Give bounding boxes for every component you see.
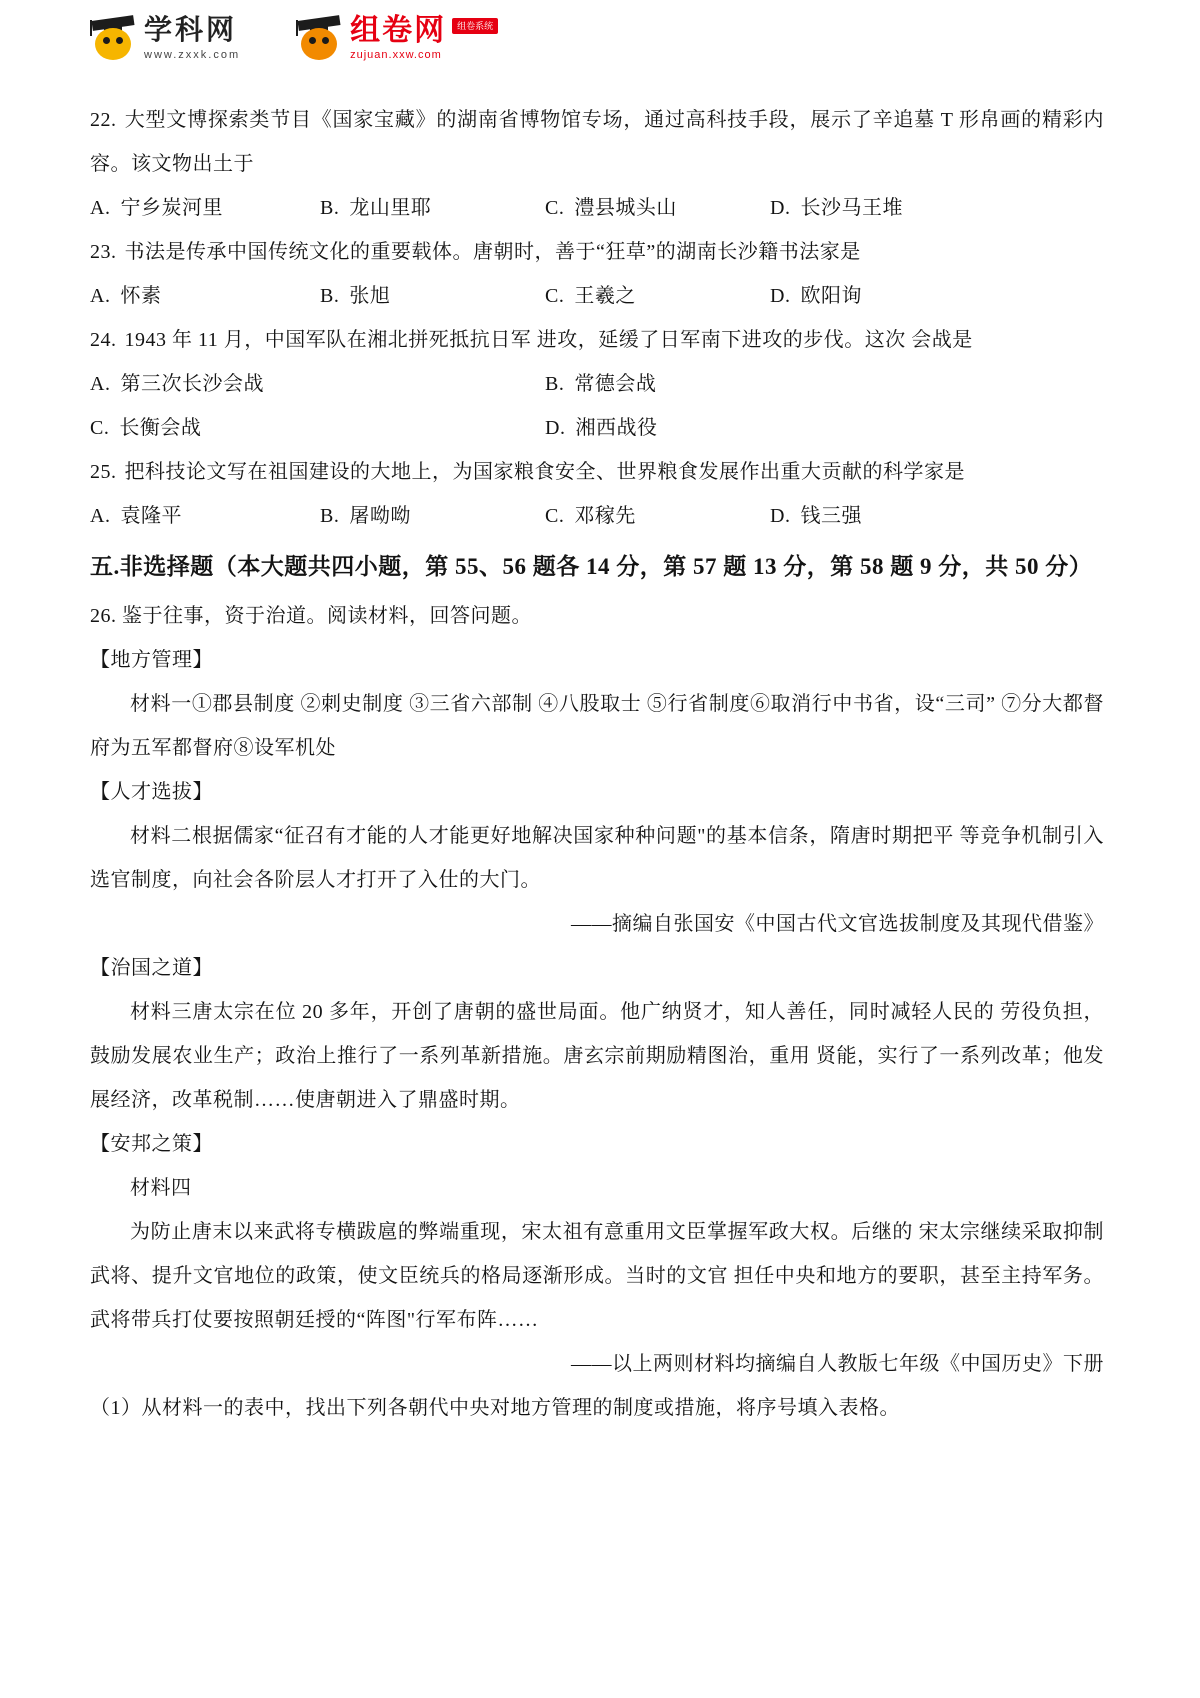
option-b bbox=[320, 186, 545, 230]
zxxk-mascot-icon bbox=[90, 14, 136, 62]
material-4-label: 材料四 bbox=[130, 1177, 192, 1199]
question-23-text bbox=[90, 230, 1104, 274]
question-24-text bbox=[90, 318, 1104, 362]
option-text: 袁隆平 bbox=[120, 505, 182, 527]
option-text: 钱三强 bbox=[800, 505, 862, 527]
option-c bbox=[545, 274, 770, 318]
option-letter: B. bbox=[545, 373, 565, 395]
header-logo-bar bbox=[90, 14, 1104, 76]
option-c bbox=[545, 494, 770, 538]
option-letter: A. bbox=[90, 197, 111, 219]
option-text: 屠呦呦 bbox=[349, 505, 411, 527]
option-d bbox=[770, 494, 1104, 538]
section-five-heading: 五.非选择题（本大题共四小题，第 55、56 题各 14 分，第 57 题 13 分，第 58 题 9 分，共 50 分） bbox=[90, 554, 1093, 579]
question-22-options bbox=[90, 186, 1104, 230]
question-24-options bbox=[90, 362, 1104, 450]
material-1: 材料一①郡县制度 ②刺史制度 ③三省六部制 ④八股取士 ⑤行省制度⑥取消行中书省，设“三司” ⑦分大都督府为五军都督府⑧设军机处 bbox=[90, 693, 1104, 759]
bracket-header-governing: 【治国之道】 bbox=[90, 957, 213, 979]
materials-source: ——以上两则材料均摘编自人教版七年级《中国历史》下册 bbox=[571, 1353, 1104, 1375]
material-2: 材料二根据儒家“征召有才能的人才能更好地解决国家种种问题"的基本信条，隋唐时期把平 等竞争机制引入选官制度，向社会各阶层人才打开了入仕的大门。 bbox=[90, 825, 1104, 891]
option-text: 第三次长沙会战 bbox=[120, 373, 264, 395]
option-letter: D. bbox=[545, 417, 566, 439]
question-number: 22. bbox=[90, 109, 117, 131]
question-22-text bbox=[90, 98, 1104, 186]
zxxk-logo-url: www.zxxk.com bbox=[144, 48, 241, 61]
option-letter: A. bbox=[90, 285, 111, 307]
option-b bbox=[320, 494, 545, 538]
option-text: 常德会战 bbox=[574, 373, 657, 395]
question-stem: 书法是传承中国传统文化的重要载体。唐朝时，善于“狂草”的湖南长沙籍书法家是 bbox=[124, 241, 861, 263]
option-letter: D. bbox=[770, 197, 791, 219]
option-letter: C. bbox=[545, 505, 565, 527]
option-c bbox=[90, 406, 545, 450]
option-text: 邓稼先 bbox=[574, 505, 636, 527]
question-number: 25. bbox=[90, 461, 117, 483]
option-letter: B. bbox=[320, 505, 340, 527]
bracket-header-local-management: 【地方管理】 bbox=[90, 649, 213, 671]
question-number: 23. bbox=[90, 241, 117, 263]
zujuan-mascot-icon bbox=[296, 14, 342, 62]
zujuan-logo-title: 组卷网 bbox=[350, 14, 447, 48]
question-number: 24. bbox=[90, 329, 117, 351]
option-text: 怀素 bbox=[120, 285, 162, 307]
option-a bbox=[90, 494, 320, 538]
option-letter: D. bbox=[770, 285, 791, 307]
option-letter: B. bbox=[320, 197, 340, 219]
question-24 bbox=[90, 318, 1104, 450]
question-stem: 大型文博探索类节目《国家宝藏》的湖南省博物馆专场，通过高科技手段，展示了辛追墓 T 形帛画的精彩内容。该文物出土于 bbox=[90, 109, 1104, 175]
question-23 bbox=[90, 230, 1104, 318]
option-letter: A. bbox=[90, 373, 111, 395]
option-text: 长衡会战 bbox=[119, 417, 202, 439]
question-25-text bbox=[90, 450, 1104, 494]
option-letter: A. bbox=[90, 505, 111, 527]
zxxk-logo bbox=[90, 14, 240, 62]
option-text: 欧阳询 bbox=[800, 285, 862, 307]
material-3: 材料三唐太宗在位 20 多年，开创了唐朝的盛世局面。他广纳贤才，知人善任，同时减轻人民的 劳役负担，鼓励发展农业生产；政治上推行了一系列革新措施。唐玄宗前期励精图治，重用 贤能，实行了一系列改革；他发展经济，改革税制……使唐朝进入了鼎盛时期。 bbox=[90, 1001, 1104, 1111]
option-letter: D. bbox=[770, 505, 791, 527]
question-26-intro: 26. 鉴于往事，资于治道。阅读材料，回答问题。 bbox=[90, 605, 532, 627]
option-b bbox=[320, 274, 545, 318]
bracket-header-state-security: 【安邦之策】 bbox=[90, 1133, 213, 1155]
material-4: 为防止唐末以来武将专横跋扈的弊端重现，宋太祖有意重用文臣掌握军政大权。后继的 宋太宗继续采取抑制武将、提升文官地位的政策，使文臣统兵的格局逐渐形成。当时的文官 担任中央和地方的要职，甚至主持军务。武将带兵打仗要按照朝廷授的“阵图"行军布阵…… bbox=[90, 1221, 1104, 1331]
option-text: 湘西战役 bbox=[575, 417, 658, 439]
option-d bbox=[770, 186, 1104, 230]
option-text: 澧县城头山 bbox=[574, 197, 677, 219]
zxxk-logo-title: 学科网 bbox=[144, 14, 238, 46]
zujuan-logo-badge: 组卷系统 bbox=[452, 18, 498, 34]
material-2-source: ——摘编自张国安《中国古代文官选拔制度及其现代借鉴》 bbox=[571, 913, 1104, 935]
option-text: 长沙马王堆 bbox=[800, 197, 903, 219]
zujuan-logo-url: zujuan.xxw.com bbox=[350, 49, 442, 62]
option-a bbox=[90, 274, 320, 318]
question-stem: 把科技论文写在祖国建设的大地上，为国家粮食安全、世界粮食发展作出重大贡献的科学家是 bbox=[124, 461, 965, 483]
question-25 bbox=[90, 450, 1104, 538]
option-text: 龙山里耶 bbox=[349, 197, 432, 219]
option-text: 宁乡炭河里 bbox=[120, 197, 223, 219]
question-26-task-1: （1）从材料一的表中，找出下列各朝代中央对地方管理的制度或措施，将序号填入表格。 bbox=[90, 1397, 900, 1419]
option-letter: C. bbox=[90, 417, 110, 439]
option-d bbox=[545, 406, 1104, 450]
option-c bbox=[545, 186, 770, 230]
option-letter: B. bbox=[320, 285, 340, 307]
option-text: 王羲之 bbox=[574, 285, 636, 307]
question-23-options bbox=[90, 274, 1104, 318]
question-22 bbox=[90, 98, 1104, 230]
question-25-options bbox=[90, 494, 1104, 538]
option-text: 张旭 bbox=[349, 285, 391, 307]
question-26 bbox=[90, 594, 1104, 1430]
question-stem: 1943 年 11 月，中国军队在湘北拼死抵抗日军 进攻，延缓了日军南下进攻的步伐。这次 会战是 bbox=[124, 329, 973, 351]
zujuan-logo bbox=[296, 14, 498, 62]
option-a bbox=[90, 186, 320, 230]
option-b bbox=[545, 362, 1104, 406]
option-a bbox=[90, 362, 545, 406]
option-letter: C. bbox=[545, 197, 565, 219]
option-d bbox=[770, 274, 1104, 318]
option-letter: C. bbox=[545, 285, 565, 307]
bracket-header-talent-selection: 【人才选拔】 bbox=[90, 781, 213, 803]
